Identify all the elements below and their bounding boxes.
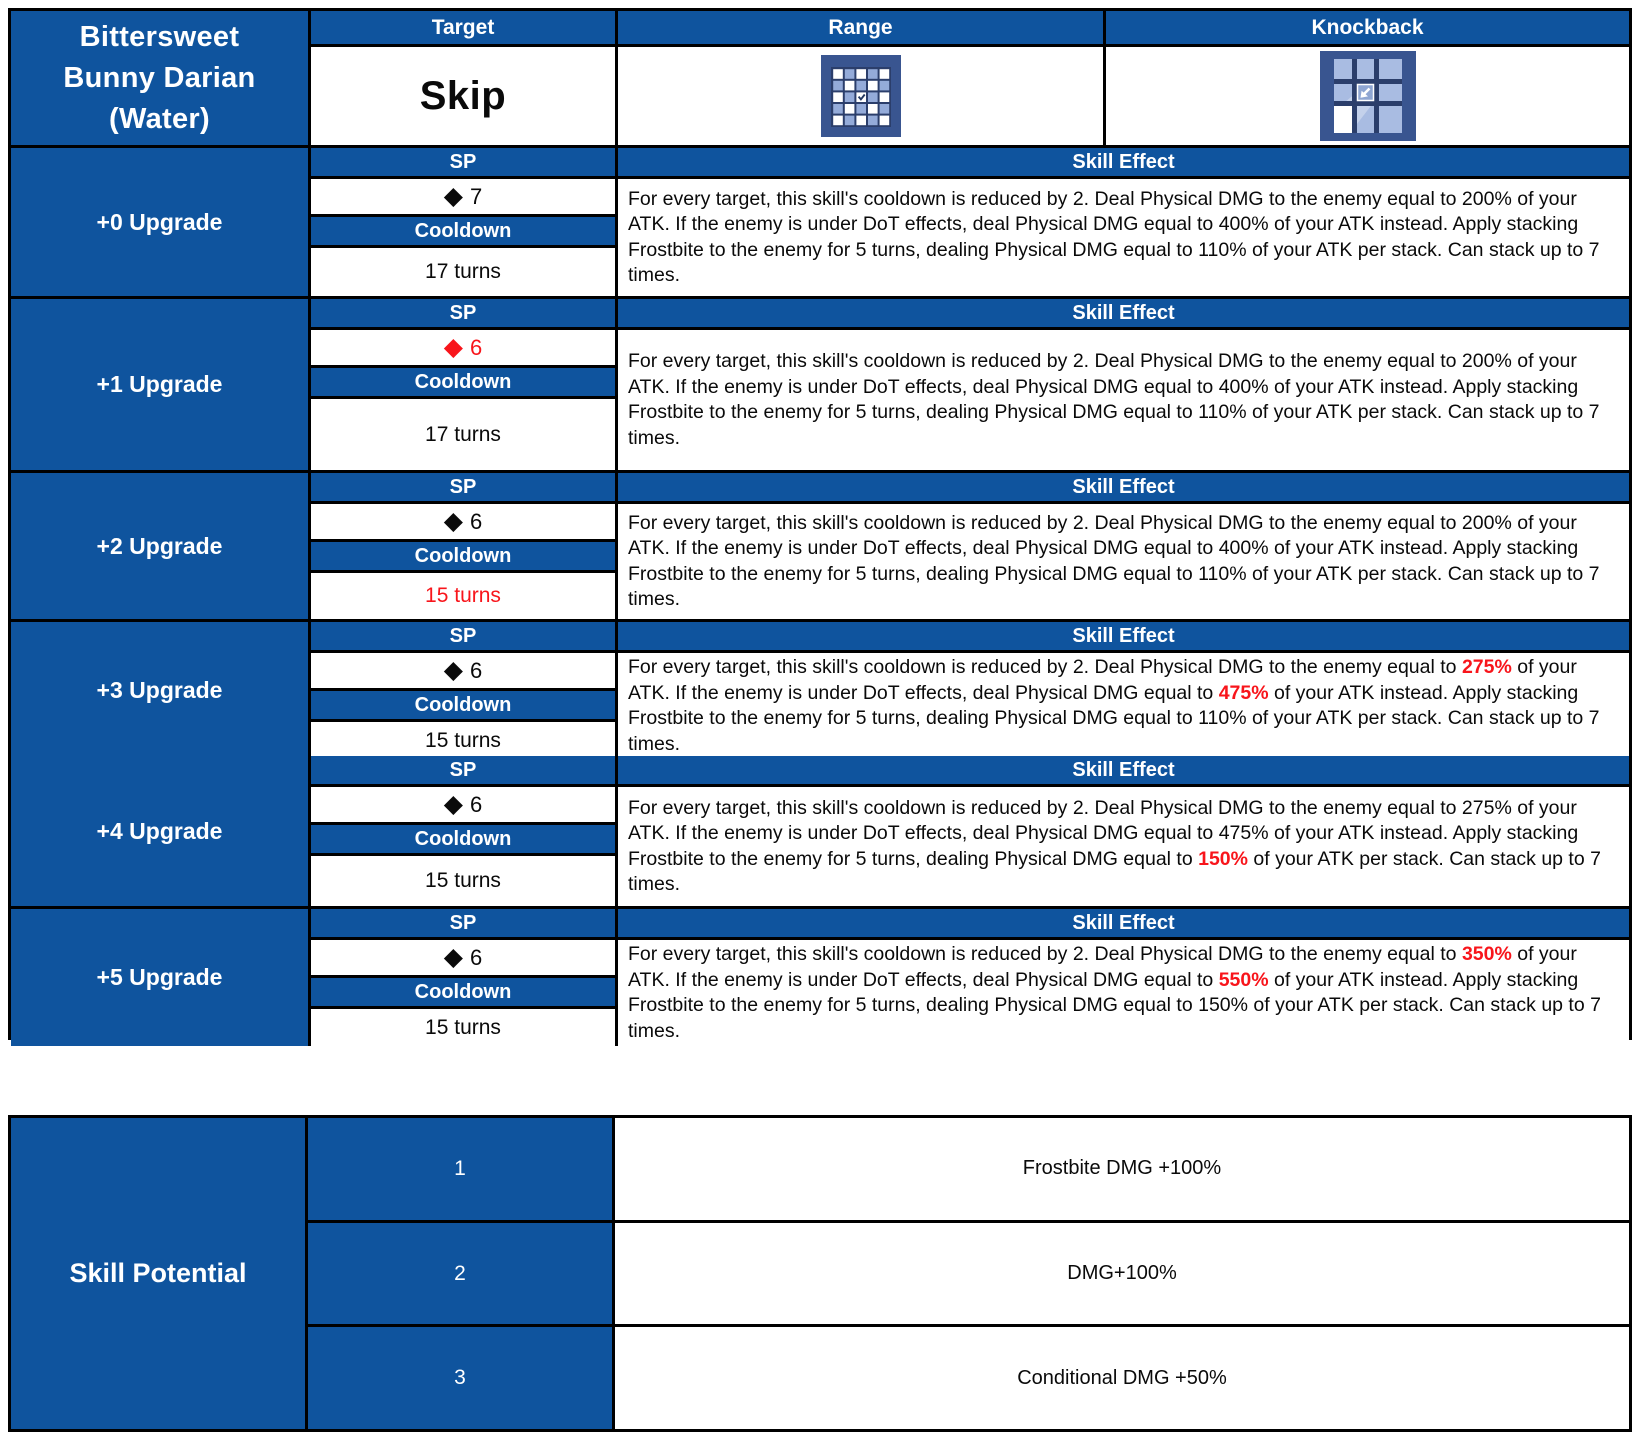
range-column <box>618 11 1103 145</box>
skill-effect-header: Skill Effect <box>618 299 1629 330</box>
potential-effect: Frostbite DMG +100% <box>615 1118 1629 1220</box>
range-header: Range <box>618 11 1103 47</box>
cooldown-value: 15 turns <box>425 728 501 752</box>
sp-number: 6 <box>469 791 483 817</box>
skill-effect-paragraph: For every target, this skill's cooldown is reduced by 2. Deal Physical DMG to the enemy equal to 200% of your ATK. If the enemy is under DoT effects, deal Physical DMG equal to 400% of your ATK instead. Apply stacking Frostbite to the enemy for 5 turns, dealing Physical DMG equal to 110% of your ATK per stack. Can stack up to 7 times. <box>628 350 1600 449</box>
sp-cooldown-column <box>308 299 618 470</box>
sp-header: SP <box>311 473 615 504</box>
knockback-column <box>1103 11 1629 145</box>
cooldown-value: 17 turns <box>425 422 501 446</box>
skill-effect-header: Skill Effect <box>618 756 1629 787</box>
skill-effect-paragraph: For every target, this skill's cooldown is reduced by 2. Deal Physical DMG to the enemy equal to 200% of your ATK. If the enemy is under DoT effects, deal Physical DMG equal to 400% of your ATK instead. Apply stacking Frostbite to the enemy for 5 turns, dealing Physical DMG equal to 110% of your ATK per stack. Can stack up to 7 times. <box>628 511 1600 610</box>
sp-value <box>311 940 615 978</box>
upgrade-label: +1 Upgrade <box>11 299 308 470</box>
sp-cooldown-column <box>308 473 618 619</box>
sp-number: 6 <box>469 657 483 683</box>
sp-diamond-icon: ◆ <box>443 333 463 361</box>
upgrade-block <box>11 145 1629 296</box>
skill-effect-header: Skill Effect <box>618 909 1629 940</box>
skill-potential-title: Skill Potential <box>11 1118 308 1429</box>
cooldown-value: 15 turns <box>425 584 501 607</box>
skill-effect-column <box>618 473 1629 619</box>
upgrade-blocks <box>11 145 1629 1042</box>
cooldown-header: Cooldown <box>311 978 615 1009</box>
potential-row <box>308 1118 1629 1220</box>
target-column <box>308 11 618 145</box>
potential-effect: DMG+100% <box>615 1223 1629 1325</box>
cooldown-value: 15 turns <box>425 1015 501 1039</box>
cooldown-header: Cooldown <box>311 825 615 856</box>
skill-effect-text <box>618 940 1629 1046</box>
upgrade-label: +2 Upgrade <box>11 473 308 619</box>
skill-table-header <box>11 11 1629 145</box>
cooldown-value: 17 turns <box>425 260 501 283</box>
character-name: Bittersweet Bunny Darian (Water) <box>11 11 308 145</box>
cooldown-header: Cooldown <box>311 691 615 722</box>
skill-potential-table <box>8 1115 1632 1432</box>
cooldown-value: 15 turns <box>425 869 501 892</box>
upgrade-block <box>11 906 1629 1042</box>
potential-effect: Conditional DMG +50% <box>615 1327 1629 1429</box>
sp-cooldown-column <box>308 148 618 296</box>
skill-effect-column <box>618 756 1629 906</box>
sp-cooldown-column <box>308 622 618 759</box>
skill-effect-text <box>618 787 1629 906</box>
knockback-header: Knockback <box>1106 11 1629 47</box>
skill-effect-paragraph: For every target, this skill's cooldown is reduced by 2. Deal Physical DMG to the enemy equal to 350% of your ATK. If the enemy is under DoT effects, deal Physical DMG equal to 550% of your ATK instead. Apply stacking Frostbite to the enemy for 5 turns, dealing Physical DMG equal to 150% of your ATK per stack. Can stack up to 7 times. <box>628 943 1601 1042</box>
cooldown-header: Cooldown <box>311 368 615 399</box>
range-icon-cell <box>618 47 1103 145</box>
sp-diamond-icon: ◆ <box>443 182 463 210</box>
cooldown-header: Cooldown <box>311 542 615 573</box>
upgrade-label: +5 Upgrade <box>11 909 308 1046</box>
upgrade-block <box>11 296 1629 470</box>
potential-row <box>308 1324 1629 1429</box>
skill-effect-column <box>618 622 1629 759</box>
target-header: Target <box>311 11 615 47</box>
sp-number: 6 <box>469 508 483 534</box>
sp-value <box>311 504 615 542</box>
upgrade-block <box>11 470 1629 619</box>
sp-diamond-icon: ◆ <box>443 943 463 971</box>
potential-level: 3 <box>308 1327 615 1429</box>
skill-potential-rows <box>308 1118 1629 1429</box>
sp-header: SP <box>311 299 615 330</box>
sp-cooldown-column <box>308 756 618 906</box>
upgrade-block <box>11 753 1629 906</box>
sp-value <box>311 787 615 825</box>
sp-diamond-icon: ◆ <box>443 656 463 684</box>
skill-effect-column <box>618 909 1629 1046</box>
skill-effect-header: Skill Effect <box>618 473 1629 504</box>
range-knockback-columns <box>618 11 1629 145</box>
sp-value <box>311 653 615 691</box>
skill-effect-text <box>618 179 1629 296</box>
skill-effect-header: Skill Effect <box>618 622 1629 653</box>
sp-header: SP <box>311 148 615 179</box>
potential-level: 1 <box>308 1118 615 1220</box>
skill-table <box>8 8 1632 1040</box>
sp-header: SP <box>311 622 615 653</box>
knockback-icon-cell <box>1106 47 1629 145</box>
potential-row <box>308 1220 1629 1325</box>
sp-number: 6 <box>469 334 483 360</box>
skill-effect-paragraph: For every target, this skill's cooldown is reduced by 2. Deal Physical DMG to the enemy equal to 275% of your ATK. If the enemy is under DoT effects, deal Physical DMG equal to 475% of your ATK instead. Apply stacking Frostbite to the enemy for 5 turns, dealing Physical DMG equal to 110% of your ATK per stack. Can stack up to 7 times. <box>628 656 1600 755</box>
sp-header: SP <box>311 909 615 940</box>
knockback-direction-icon <box>1320 51 1416 141</box>
skill-effect-text <box>618 330 1629 470</box>
cooldown-header: Cooldown <box>311 217 615 248</box>
upgrade-label: +4 Upgrade <box>11 756 308 906</box>
sp-number: 7 <box>469 183 483 209</box>
sp-diamond-icon: ◆ <box>443 790 463 818</box>
range-grid-icon <box>821 55 901 137</box>
sp-value <box>311 179 615 217</box>
target-value: Skip <box>419 73 507 118</box>
skill-effect-header: Skill Effect <box>618 148 1629 179</box>
sp-cooldown-column <box>308 909 618 1046</box>
sp-header: SP <box>311 756 615 787</box>
upgrade-label: +0 Upgrade <box>11 148 308 296</box>
sp-number: 6 <box>469 944 483 970</box>
potential-level: 2 <box>308 1223 615 1325</box>
upgrade-block <box>11 619 1629 753</box>
upgrade-label: +3 Upgrade <box>11 622 308 759</box>
sp-diamond-icon: ◆ <box>443 507 463 535</box>
skill-effect-paragraph: For every target, this skill's cooldown is reduced by 2. Deal Physical DMG to the enemy equal to 275% of your ATK. If the enemy is under DoT effects, deal Physical DMG equal to 475% of your ATK instead. Apply stacking Frostbite to the enemy for 5 turns, dealing Physical DMG equal to 150% of your ATK per stack. Can stack up to 7 times. <box>628 796 1601 895</box>
skill-effect-column <box>618 148 1629 296</box>
skill-effect-paragraph: For every target, this skill's cooldown is reduced by 2. Deal Physical DMG to the enemy equal to 200% of your ATK. If the enemy is under DoT effects, deal Physical DMG equal to 400% of your ATK instead. Apply stacking Frostbite to the enemy for 5 turns, dealing Physical DMG equal to 110% of your ATK per stack. Can stack up to 7 times. <box>628 187 1600 286</box>
sp-value <box>311 330 615 368</box>
skill-effect-text <box>618 653 1629 759</box>
skill-effect-column <box>618 299 1629 470</box>
skill-effect-text <box>618 504 1629 619</box>
